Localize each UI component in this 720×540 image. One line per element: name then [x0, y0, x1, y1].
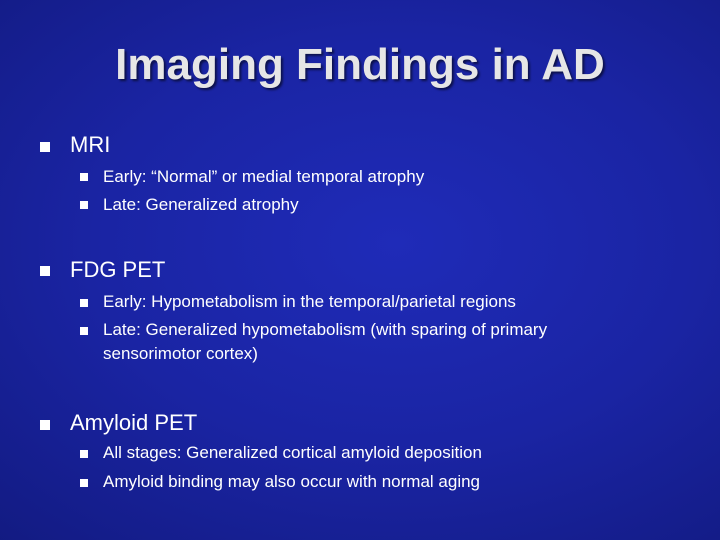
square-bullet-icon [80, 299, 88, 307]
section-heading: FDG PET [70, 257, 166, 282]
square-bullet-icon [80, 450, 88, 458]
square-bullet-icon [40, 420, 50, 430]
square-bullet-icon [80, 173, 88, 181]
list-item-text: Early: Hypometabolism in the temporal/parietal regions [103, 292, 516, 311]
square-bullet-icon [40, 142, 50, 152]
list-item-text: Amyloid binding may also occur with normal aging [103, 472, 481, 491]
slide-title: Imaging Findings in AD [115, 40, 605, 89]
list-item-text: All stages: Generalized cortical amyloid deposition [103, 443, 482, 462]
square-bullet-icon [40, 266, 50, 276]
list-item-text: Late: Generalized hypometabolism (with sparing of primary sensorimotor cortex) [103, 320, 548, 363]
square-bullet-icon [80, 201, 88, 209]
list-item-text: Early: “Normal” or medial temporal atrophy [103, 167, 425, 186]
section-heading: Amyloid PET [70, 410, 198, 435]
square-bullet-icon [80, 479, 88, 487]
square-bullet-icon [80, 327, 88, 335]
list-item-text: Late: Generalized atrophy [103, 195, 299, 214]
section-heading: MRI [70, 132, 111, 157]
